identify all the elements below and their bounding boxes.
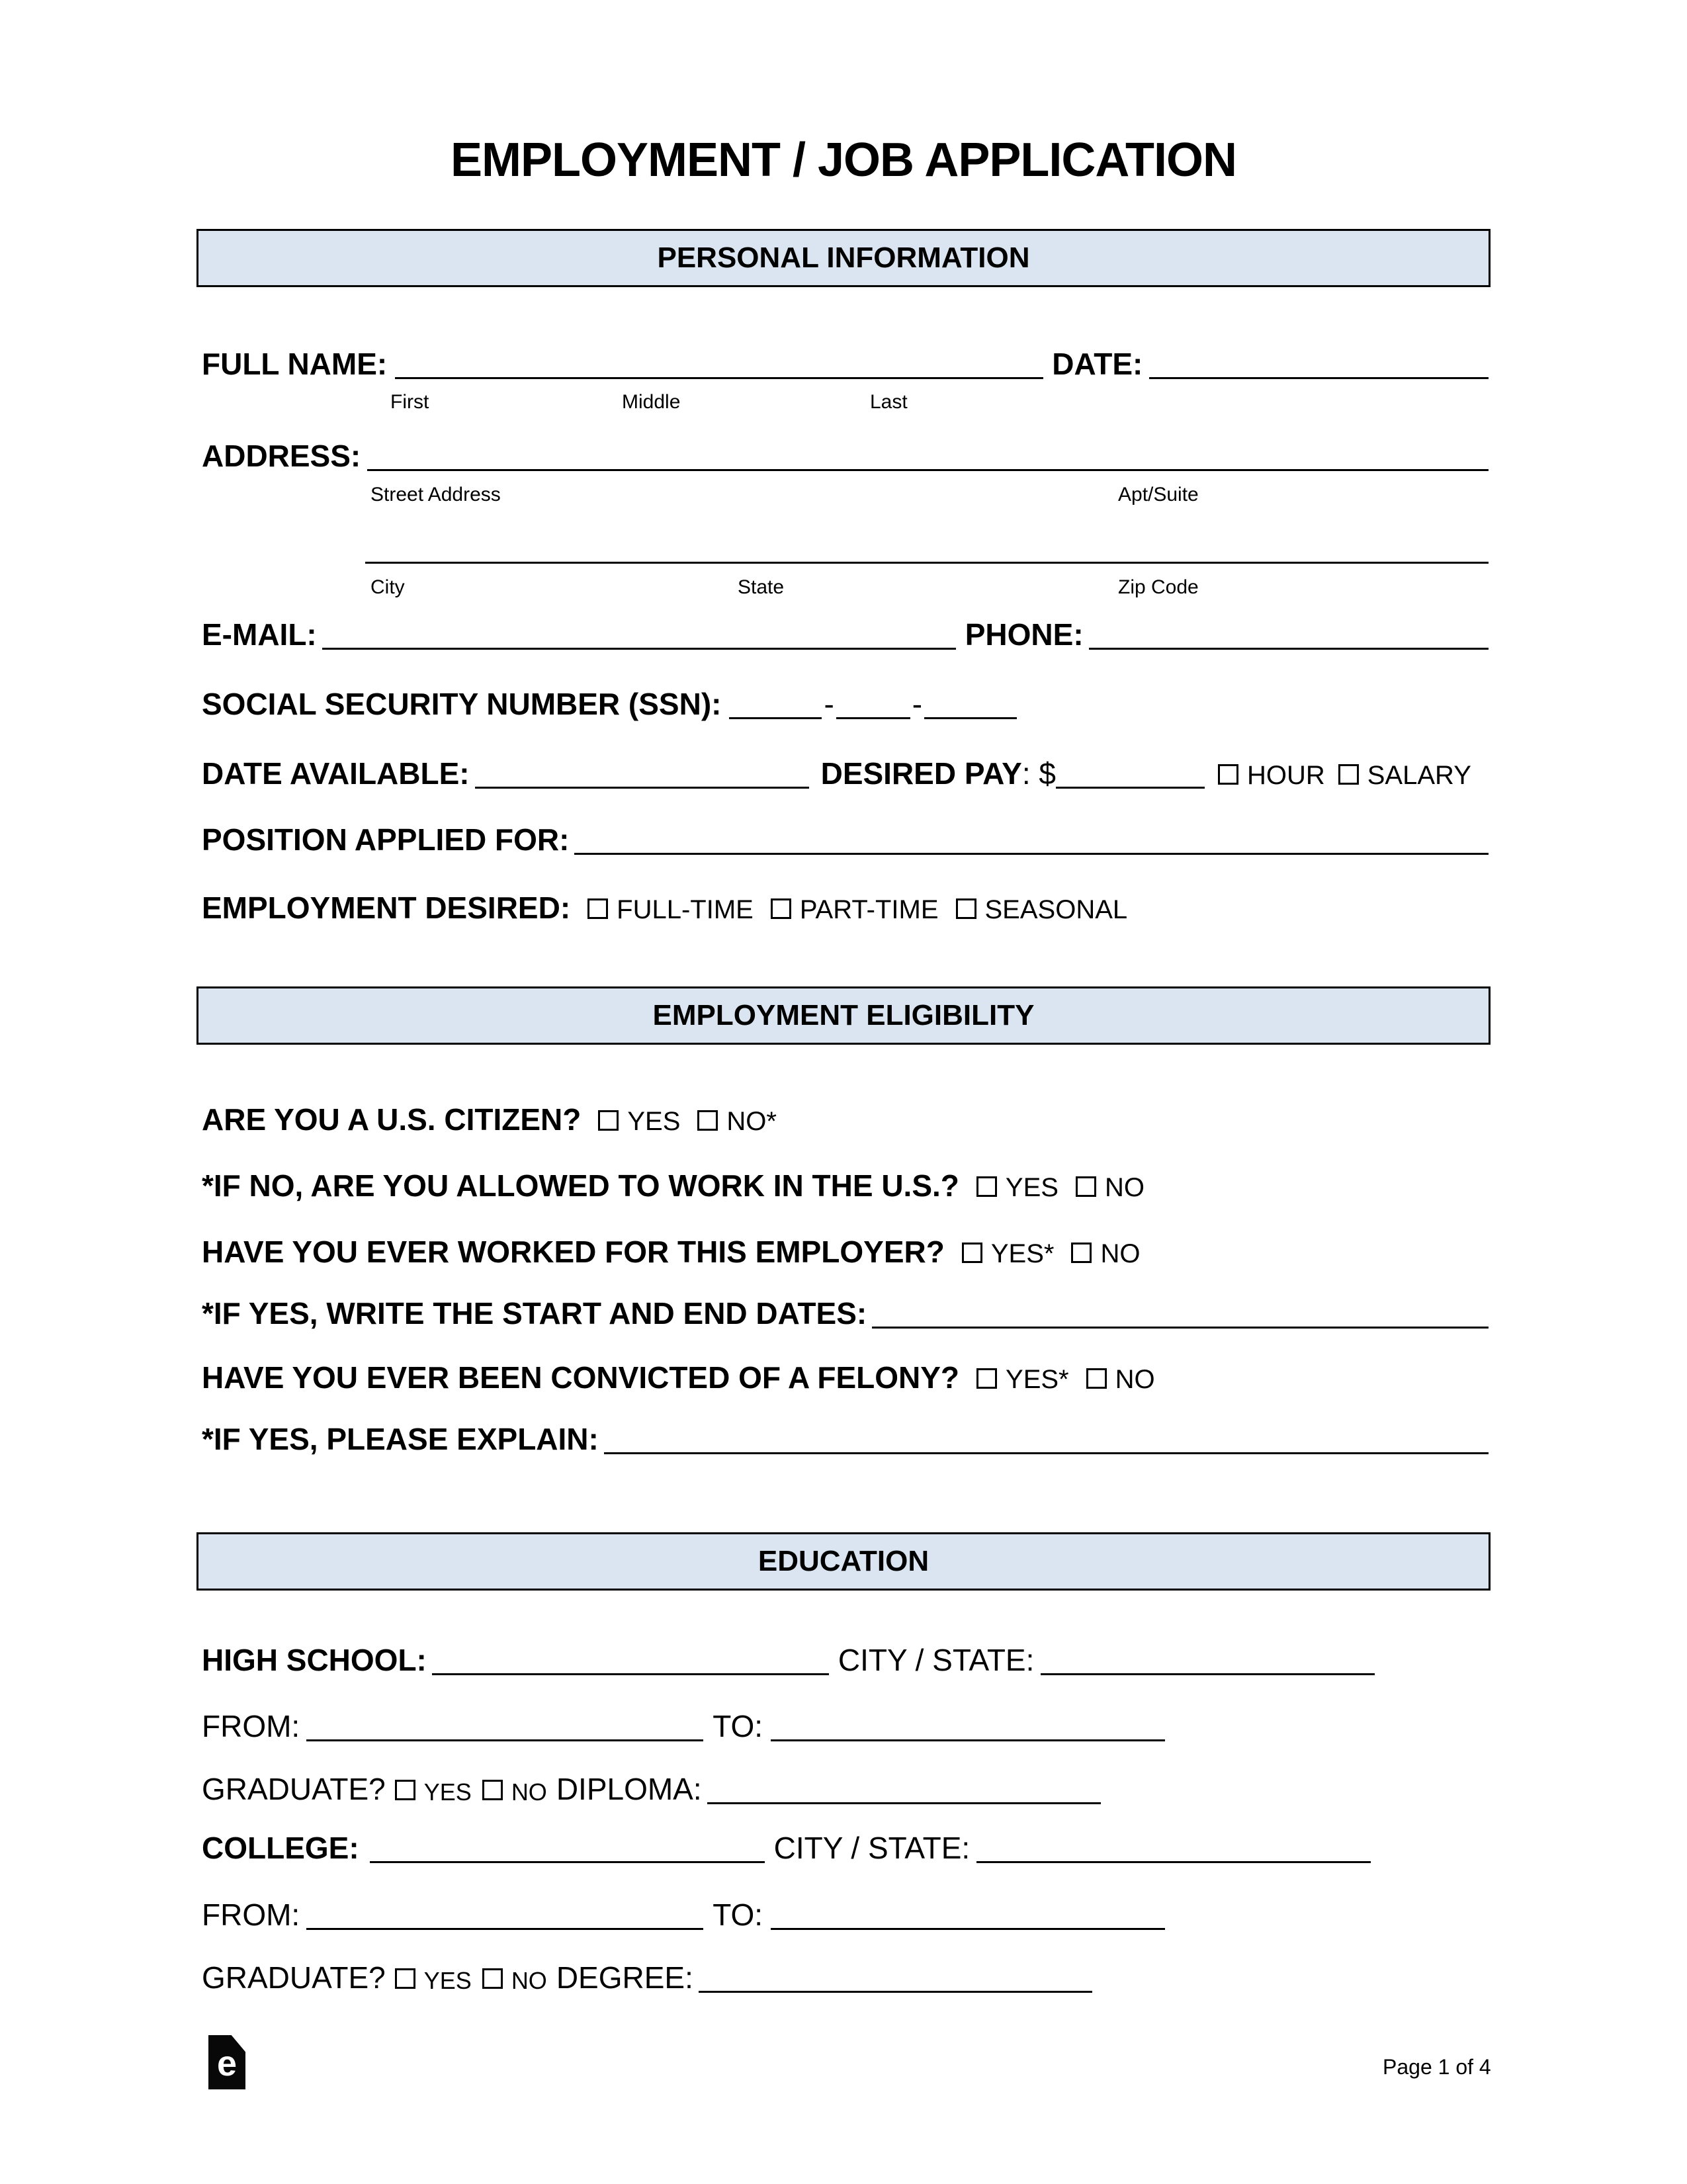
- allowed-question-row: [202, 1164, 1489, 1201]
- city-state-zip-input-line[interactable]: [365, 557, 1489, 564]
- full-time-option-label: FULL-TIME: [617, 895, 754, 924]
- degree-input-line[interactable]: [699, 1986, 1092, 1993]
- email-phone-row: [202, 613, 1489, 650]
- salary-option-label: SALARY: [1367, 761, 1471, 790]
- address-line2-indent: [202, 563, 365, 564]
- street-sublabels-row: [0, 485, 1687, 507]
- full-time-checkbox[interactable]: [587, 898, 608, 919]
- worked-question-label: HAVE YOU EVER WORKED FOR THIS EMPLOYER?: [202, 1235, 945, 1269]
- worked-yes-label: YES*: [990, 1239, 1055, 1268]
- date-available-pay-row: [202, 752, 1489, 789]
- date-input-line[interactable]: [1149, 372, 1489, 379]
- start-end-dates-input-line[interactable]: [872, 1322, 1489, 1329]
- middle-sublabel: Middle: [622, 391, 681, 413]
- ssn-part3-input-line[interactable]: [924, 713, 1017, 719]
- salary-checkbox[interactable]: [1338, 764, 1359, 785]
- high-school-dates-row: [202, 1704, 1489, 1741]
- felony-no-label: NO: [1115, 1365, 1155, 1394]
- worked-no-checkbox[interactable]: [1071, 1243, 1092, 1263]
- allowed-yes-label: YES: [1005, 1173, 1059, 1202]
- last-sublabel: Last: [870, 391, 908, 413]
- street-address-sublabel: Street Address: [370, 484, 501, 505]
- hour-option-label: HOUR: [1246, 761, 1325, 790]
- citizen-yes-label: YES: [627, 1107, 681, 1136]
- date-label: DATE:: [1052, 347, 1143, 381]
- date-available-label: DATE AVAILABLE:: [202, 756, 470, 791]
- hs-from-label: FROM:: [202, 1709, 300, 1743]
- citizen-yes-checkbox[interactable]: [598, 1110, 619, 1131]
- hs-city-state-input-line[interactable]: [1041, 1669, 1375, 1675]
- start-end-dates-row: [202, 1291, 1489, 1329]
- state-sublabel: State: [738, 576, 785, 598]
- high-school-graduate-row: [202, 1767, 1489, 1804]
- hs-graduate-yes-checkbox[interactable]: [395, 1780, 415, 1800]
- phone-label: PHONE:: [965, 617, 1084, 652]
- ssn-label: SOCIAL SECURITY NUMBER (SSN):: [202, 687, 722, 721]
- college-graduate-row: [202, 1956, 1489, 1993]
- allowed-no-label: NO: [1104, 1173, 1145, 1202]
- ssn-row: [202, 682, 1489, 719]
- hs-graduate-label: GRADUATE?: [202, 1772, 386, 1806]
- hour-checkbox[interactable]: [1218, 764, 1238, 785]
- hs-from-input-line[interactable]: [306, 1735, 703, 1741]
- citizen-no-checkbox[interactable]: [697, 1110, 718, 1131]
- section-header-education: [196, 1532, 1491, 1591]
- section-header-label: PERSONAL INFORMATION: [657, 241, 1030, 274]
- felony-question-row: [202, 1356, 1489, 1393]
- felony-yes-checkbox[interactable]: [976, 1368, 997, 1389]
- seasonal-checkbox[interactable]: [956, 898, 976, 919]
- allowed-question-label: *IF NO, ARE YOU ALLOWED TO WORK IN THE U.S.?: [202, 1168, 959, 1203]
- email-input-line[interactable]: [322, 643, 956, 650]
- first-sublabel: First: [390, 391, 429, 413]
- section-header-label: EDUCATION: [757, 1545, 930, 1577]
- diploma-label: DIPLOMA:: [556, 1772, 702, 1806]
- seasonal-option-label: SEASONAL: [984, 895, 1128, 924]
- college-from-input-line[interactable]: [306, 1923, 703, 1930]
- ssn-separator-1: -: [824, 687, 834, 721]
- zip-code-sublabel: Zip Code: [1118, 576, 1199, 598]
- full-name-label: FULL NAME:: [202, 347, 388, 381]
- college-input-line[interactable]: [370, 1856, 765, 1863]
- page-indicator: Page 1 of 4: [1383, 2055, 1491, 2079]
- high-school-input-line[interactable]: [432, 1669, 829, 1675]
- citizen-question-row: [202, 1098, 1489, 1135]
- worked-question-row: [202, 1230, 1489, 1267]
- page-title: EMPLOYMENT / JOB APPLICATION: [450, 134, 1237, 187]
- college-row: [202, 1826, 1489, 1863]
- address-row: [202, 434, 1489, 471]
- hs-city-state-label: CITY / STATE:: [838, 1643, 1035, 1677]
- section-header-personal-information: [196, 229, 1491, 287]
- diploma-input-line[interactable]: [707, 1798, 1101, 1804]
- section-header-employment-eligibility: [196, 986, 1491, 1045]
- desired-pay-currency: : $: [1021, 756, 1056, 791]
- logo-letter: e: [216, 2044, 238, 2083]
- address-line2-row: [202, 527, 1489, 564]
- eforms-logo-icon: [208, 2035, 245, 2089]
- part-time-option-label: PART-TIME: [799, 895, 939, 924]
- college-to-input-line[interactable]: [771, 1923, 1165, 1930]
- allowed-no-checkbox[interactable]: [1076, 1176, 1096, 1197]
- explain-label: *IF YES, PLEASE EXPLAIN:: [202, 1422, 599, 1456]
- college-graduate-label: GRADUATE?: [202, 1960, 386, 1995]
- employment-desired-row: [202, 886, 1489, 923]
- address-label: ADDRESS:: [202, 439, 361, 473]
- position-input-line[interactable]: [574, 848, 1489, 855]
- full-name-date-row: [202, 342, 1489, 379]
- city-sublabels-row: [0, 578, 1687, 600]
- street-address-input-line[interactable]: [367, 464, 1489, 471]
- phone-input-line[interactable]: [1089, 643, 1489, 650]
- apt-suite-sublabel: Apt/Suite: [1118, 484, 1199, 505]
- college-city-state-input-line[interactable]: [976, 1856, 1371, 1863]
- citizen-question-label: ARE YOU A U.S. CITIZEN?: [202, 1102, 582, 1137]
- city-sublabel: City: [370, 576, 405, 598]
- ssn-separator-2: -: [912, 687, 923, 721]
- start-end-dates-label: *IF YES, WRITE THE START AND END DATES:: [202, 1296, 867, 1331]
- college-dates-row: [202, 1893, 1489, 1930]
- citizen-no-label: NO*: [726, 1107, 777, 1136]
- felony-no-checkbox[interactable]: [1086, 1368, 1107, 1389]
- date-available-input-line[interactable]: [475, 782, 809, 789]
- section-header-label: EMPLOYMENT ELIGIBILITY: [652, 999, 1035, 1031]
- college-to-label: TO:: [713, 1898, 763, 1932]
- college-graduate-yes-checkbox[interactable]: [395, 1968, 415, 1989]
- worked-no-label: NO: [1100, 1239, 1141, 1268]
- email-label: E-MAIL:: [202, 617, 317, 652]
- college-city-state-label: CITY / STATE:: [773, 1831, 971, 1865]
- high-school-label: HIGH SCHOOL:: [202, 1643, 427, 1677]
- degree-label: DEGREE:: [556, 1960, 693, 1995]
- employment-desired-label: EMPLOYMENT DESIRED:: [202, 891, 571, 925]
- felony-yes-label: YES*: [1006, 1365, 1069, 1394]
- hs-graduate-yes-label: YES: [423, 1778, 472, 1806]
- hs-to-input-line[interactable]: [771, 1735, 1165, 1741]
- position-row: [202, 818, 1489, 855]
- college-label: COLLEGE:: [202, 1831, 359, 1865]
- college-graduate-no-checkbox[interactable]: [482, 1968, 503, 1989]
- desired-pay-label: DESIRED PAY: [820, 756, 1022, 791]
- hs-graduate-no-label: NO: [511, 1778, 547, 1806]
- felony-question-label: HAVE YOU EVER BEEN CONVICTED OF A FELONY?: [202, 1360, 960, 1395]
- position-applied-label: POSITION APPLIED FOR:: [202, 822, 570, 857]
- explain-input-line[interactable]: [604, 1448, 1489, 1454]
- allowed-yes-checkbox[interactable]: [976, 1176, 997, 1197]
- college-from-label: FROM:: [202, 1898, 300, 1932]
- worked-yes-checkbox[interactable]: [962, 1243, 982, 1263]
- name-sublabels-row: [0, 392, 1687, 415]
- high-school-row: [202, 1638, 1489, 1675]
- explain-row: [202, 1417, 1489, 1454]
- part-time-checkbox[interactable]: [771, 898, 791, 919]
- college-graduate-yes-label: YES: [423, 1967, 472, 1994]
- ssn-part2-input-line[interactable]: [836, 713, 910, 719]
- hs-to-label: TO:: [713, 1709, 763, 1743]
- ssn-part1-input-line[interactable]: [729, 713, 822, 719]
- full-name-input-line[interactable]: [395, 372, 1043, 379]
- hs-graduate-no-checkbox[interactable]: [482, 1780, 503, 1800]
- college-graduate-no-label: NO: [511, 1967, 547, 1994]
- desired-pay-input-line[interactable]: [1056, 782, 1205, 789]
